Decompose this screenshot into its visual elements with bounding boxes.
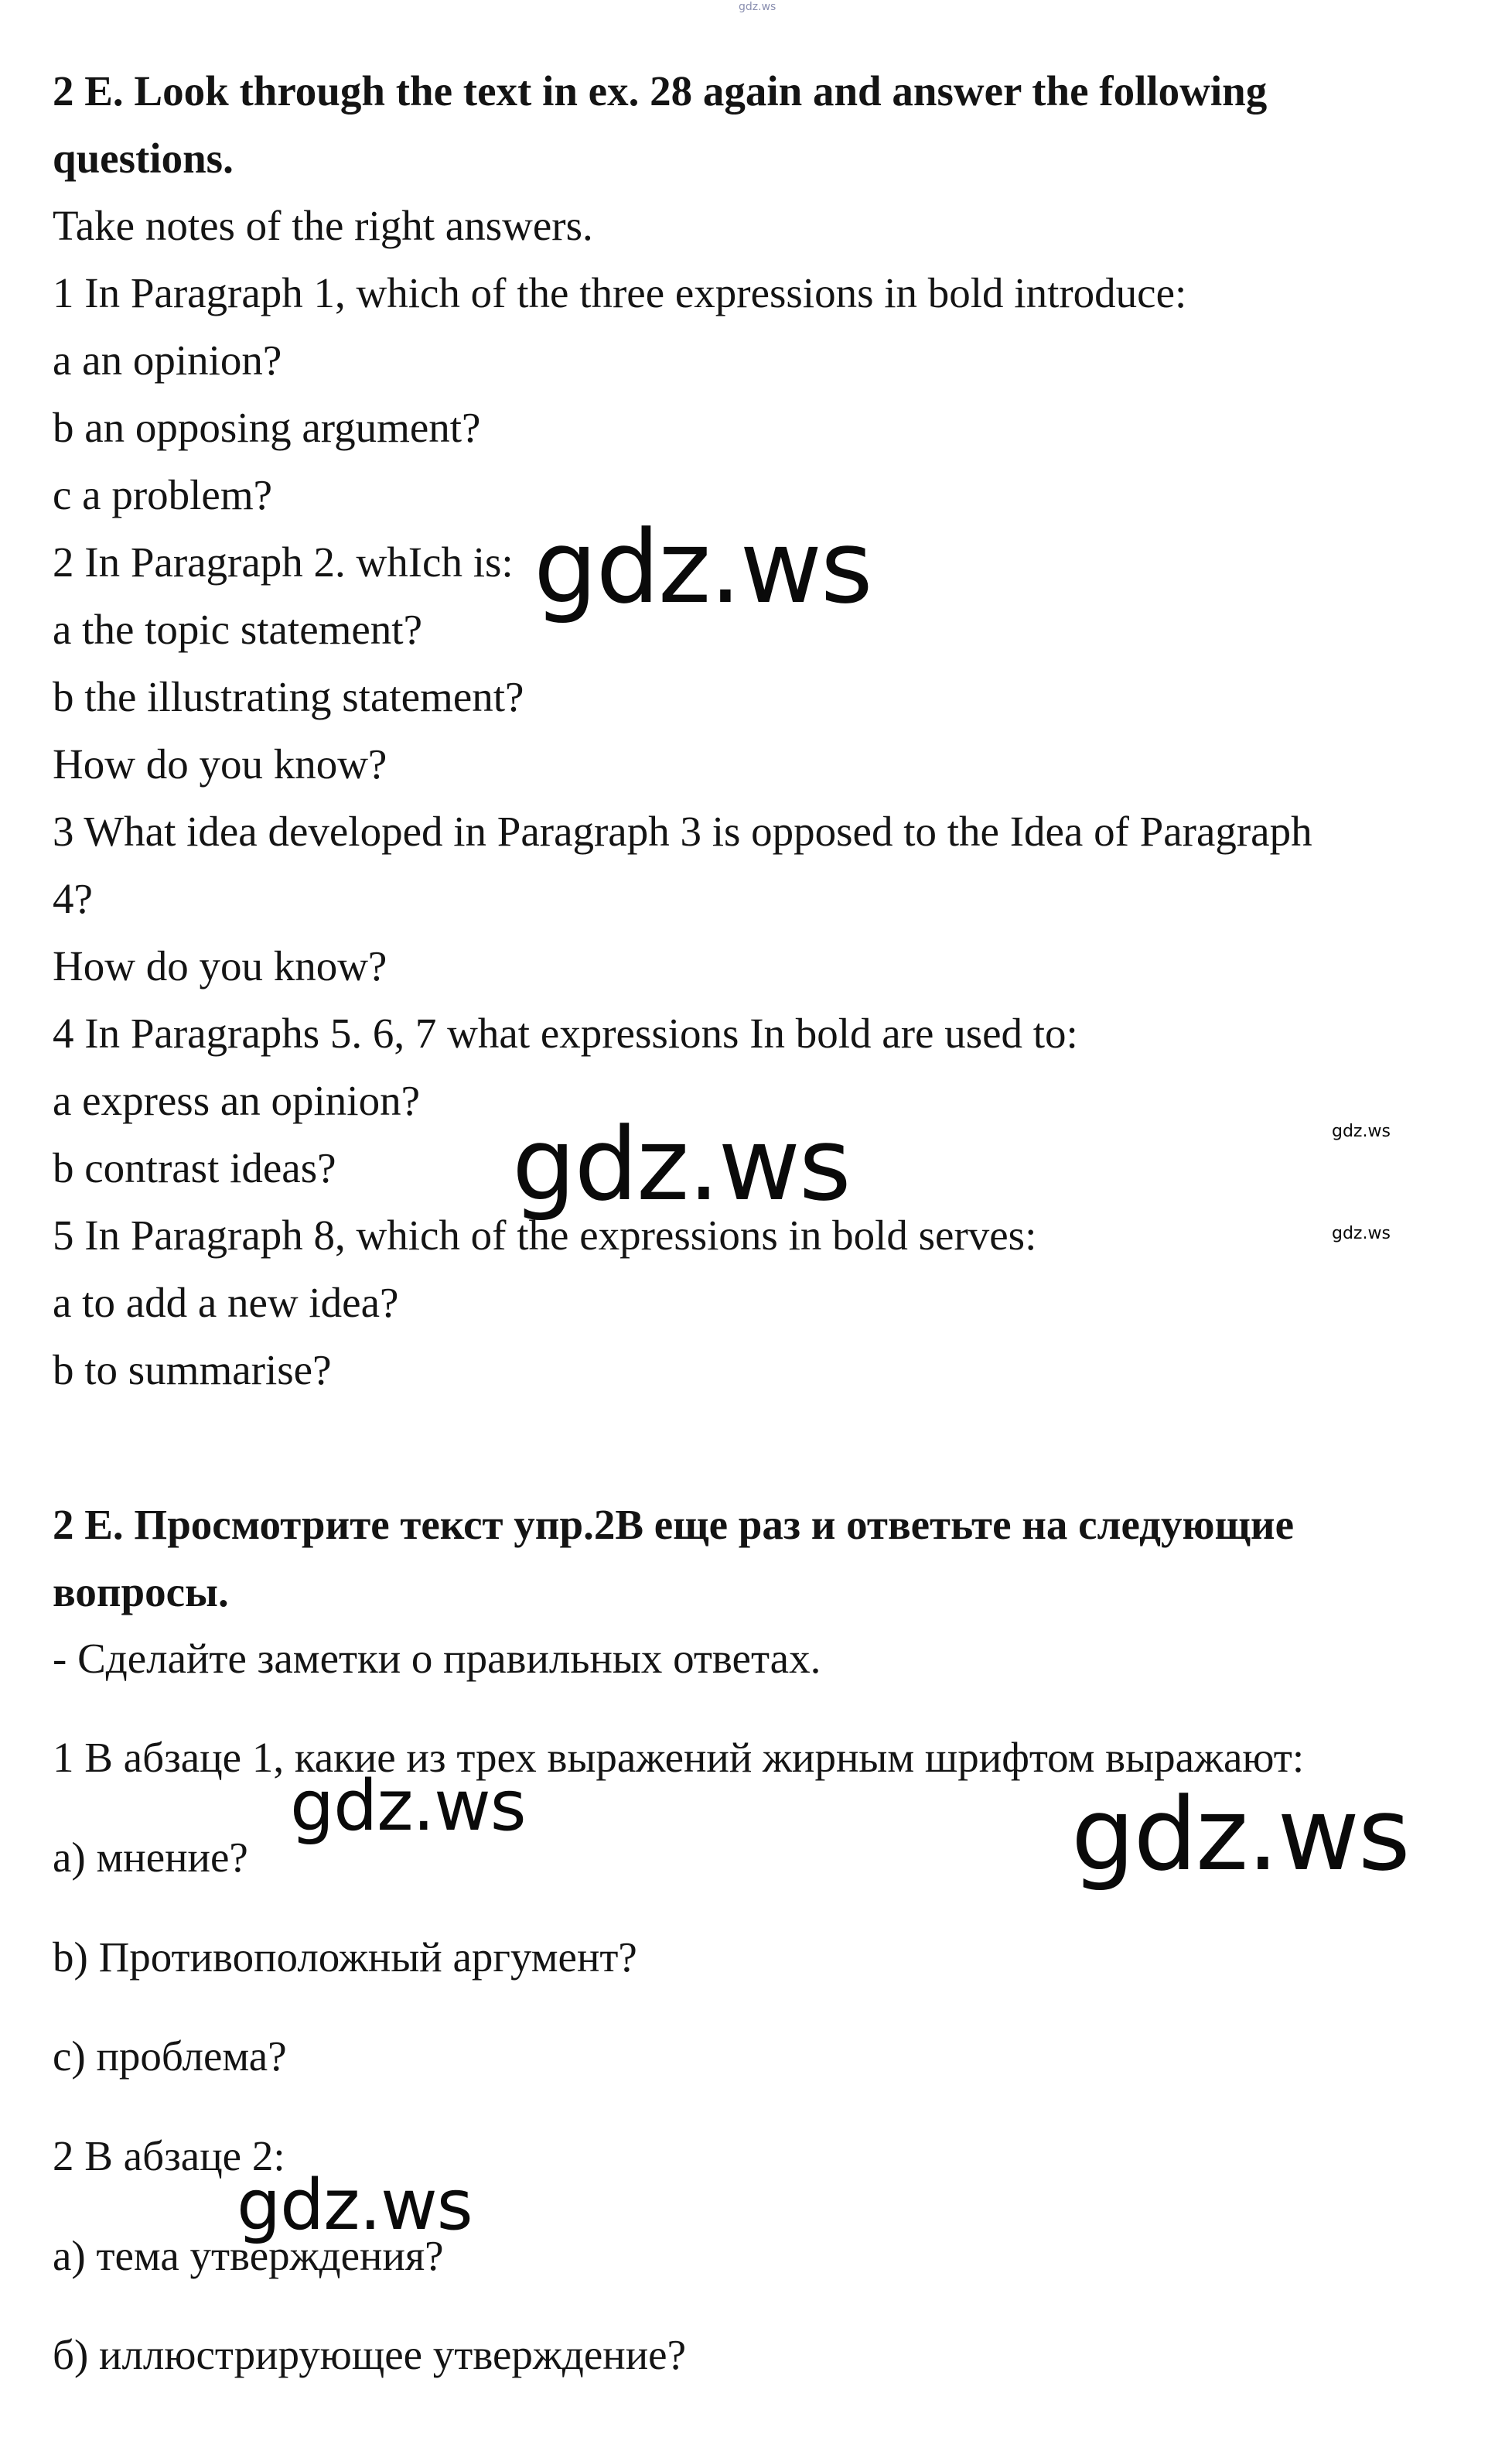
watermark: gdz.ws [237, 2165, 473, 2246]
english-line: b contrast ideas? [53, 1144, 336, 1191]
english-line: b to summarise? [53, 1346, 332, 1393]
english-heading-line-2: questions. [53, 135, 234, 182]
russian-line: с) проблема? [53, 2032, 287, 2080]
english-line: Take notes of the right answers. [53, 202, 593, 249]
english-line: a express an opinion? [53, 1077, 420, 1124]
english-line: b an opposing argument? [53, 404, 481, 451]
english-heading-line-1: 2 E. Look through the text in ex. 28 again and answer the following [53, 67, 1268, 115]
english-line: 3 What idea developed in Paragraph 3 is opposed to the Idea of Paragraph [53, 808, 1312, 855]
russian-line: б) иллюстрирующее утверждение? [53, 2331, 686, 2378]
watermark: gdz.ws [290, 1765, 526, 1847]
english-line: b the illustrating statement? [53, 673, 524, 720]
english-line: c a problem? [53, 471, 273, 518]
english-line: 4? [53, 875, 93, 922]
russian-line: а) тема утверждения? [53, 2232, 444, 2279]
russian-line: 1 В абзаце 1, какие из трех выражений жирным шрифтом выражают: [53, 1734, 1305, 1781]
russian-heading-line-2: вопросы. [53, 1568, 229, 1615]
russian-line: - Сделайте заметки о правильных ответах. [53, 1635, 821, 1682]
english-line: How do you know? [53, 740, 387, 788]
english-line: a the topic statement? [53, 606, 423, 653]
russian-line: 2 В абзаце 2: [53, 2132, 285, 2179]
russian-line: а) мнение? [53, 1834, 248, 1881]
russian-line: b) Противоположный аргумент? [53, 1933, 637, 1981]
english-line: 1 In Paragraph 1, which of the three expressions in bold introduce: [53, 269, 1187, 316]
watermark-top: gdz.ws [739, 1, 776, 13]
watermark: gdz.ws [512, 1106, 850, 1223]
english-line: a to add a new idea? [53, 1279, 399, 1326]
watermark-small: gdz.ws [1332, 1224, 1391, 1243]
english-line: 4 In Paragraphs 5. 6, 7 what expressions In bold are used to: [53, 1010, 1078, 1057]
english-line: 2 In Paragraph 2. whIch is: [53, 538, 514, 586]
watermark: gdz.ws [1071, 1776, 1409, 1893]
english-line: How do you know? [53, 942, 387, 990]
russian-heading-line-1: 2 E. Просмотрите текст упр.2В еще раз и ответьте на следующие [53, 1501, 1295, 1548]
english-line: 5 In Paragraph 8, which of the expressions in bold serves: [53, 1212, 1037, 1259]
english-line: a an opinion? [53, 337, 282, 384]
watermark-small: gdz.ws [1332, 1122, 1391, 1141]
watermark: gdz.ws [534, 508, 872, 626]
